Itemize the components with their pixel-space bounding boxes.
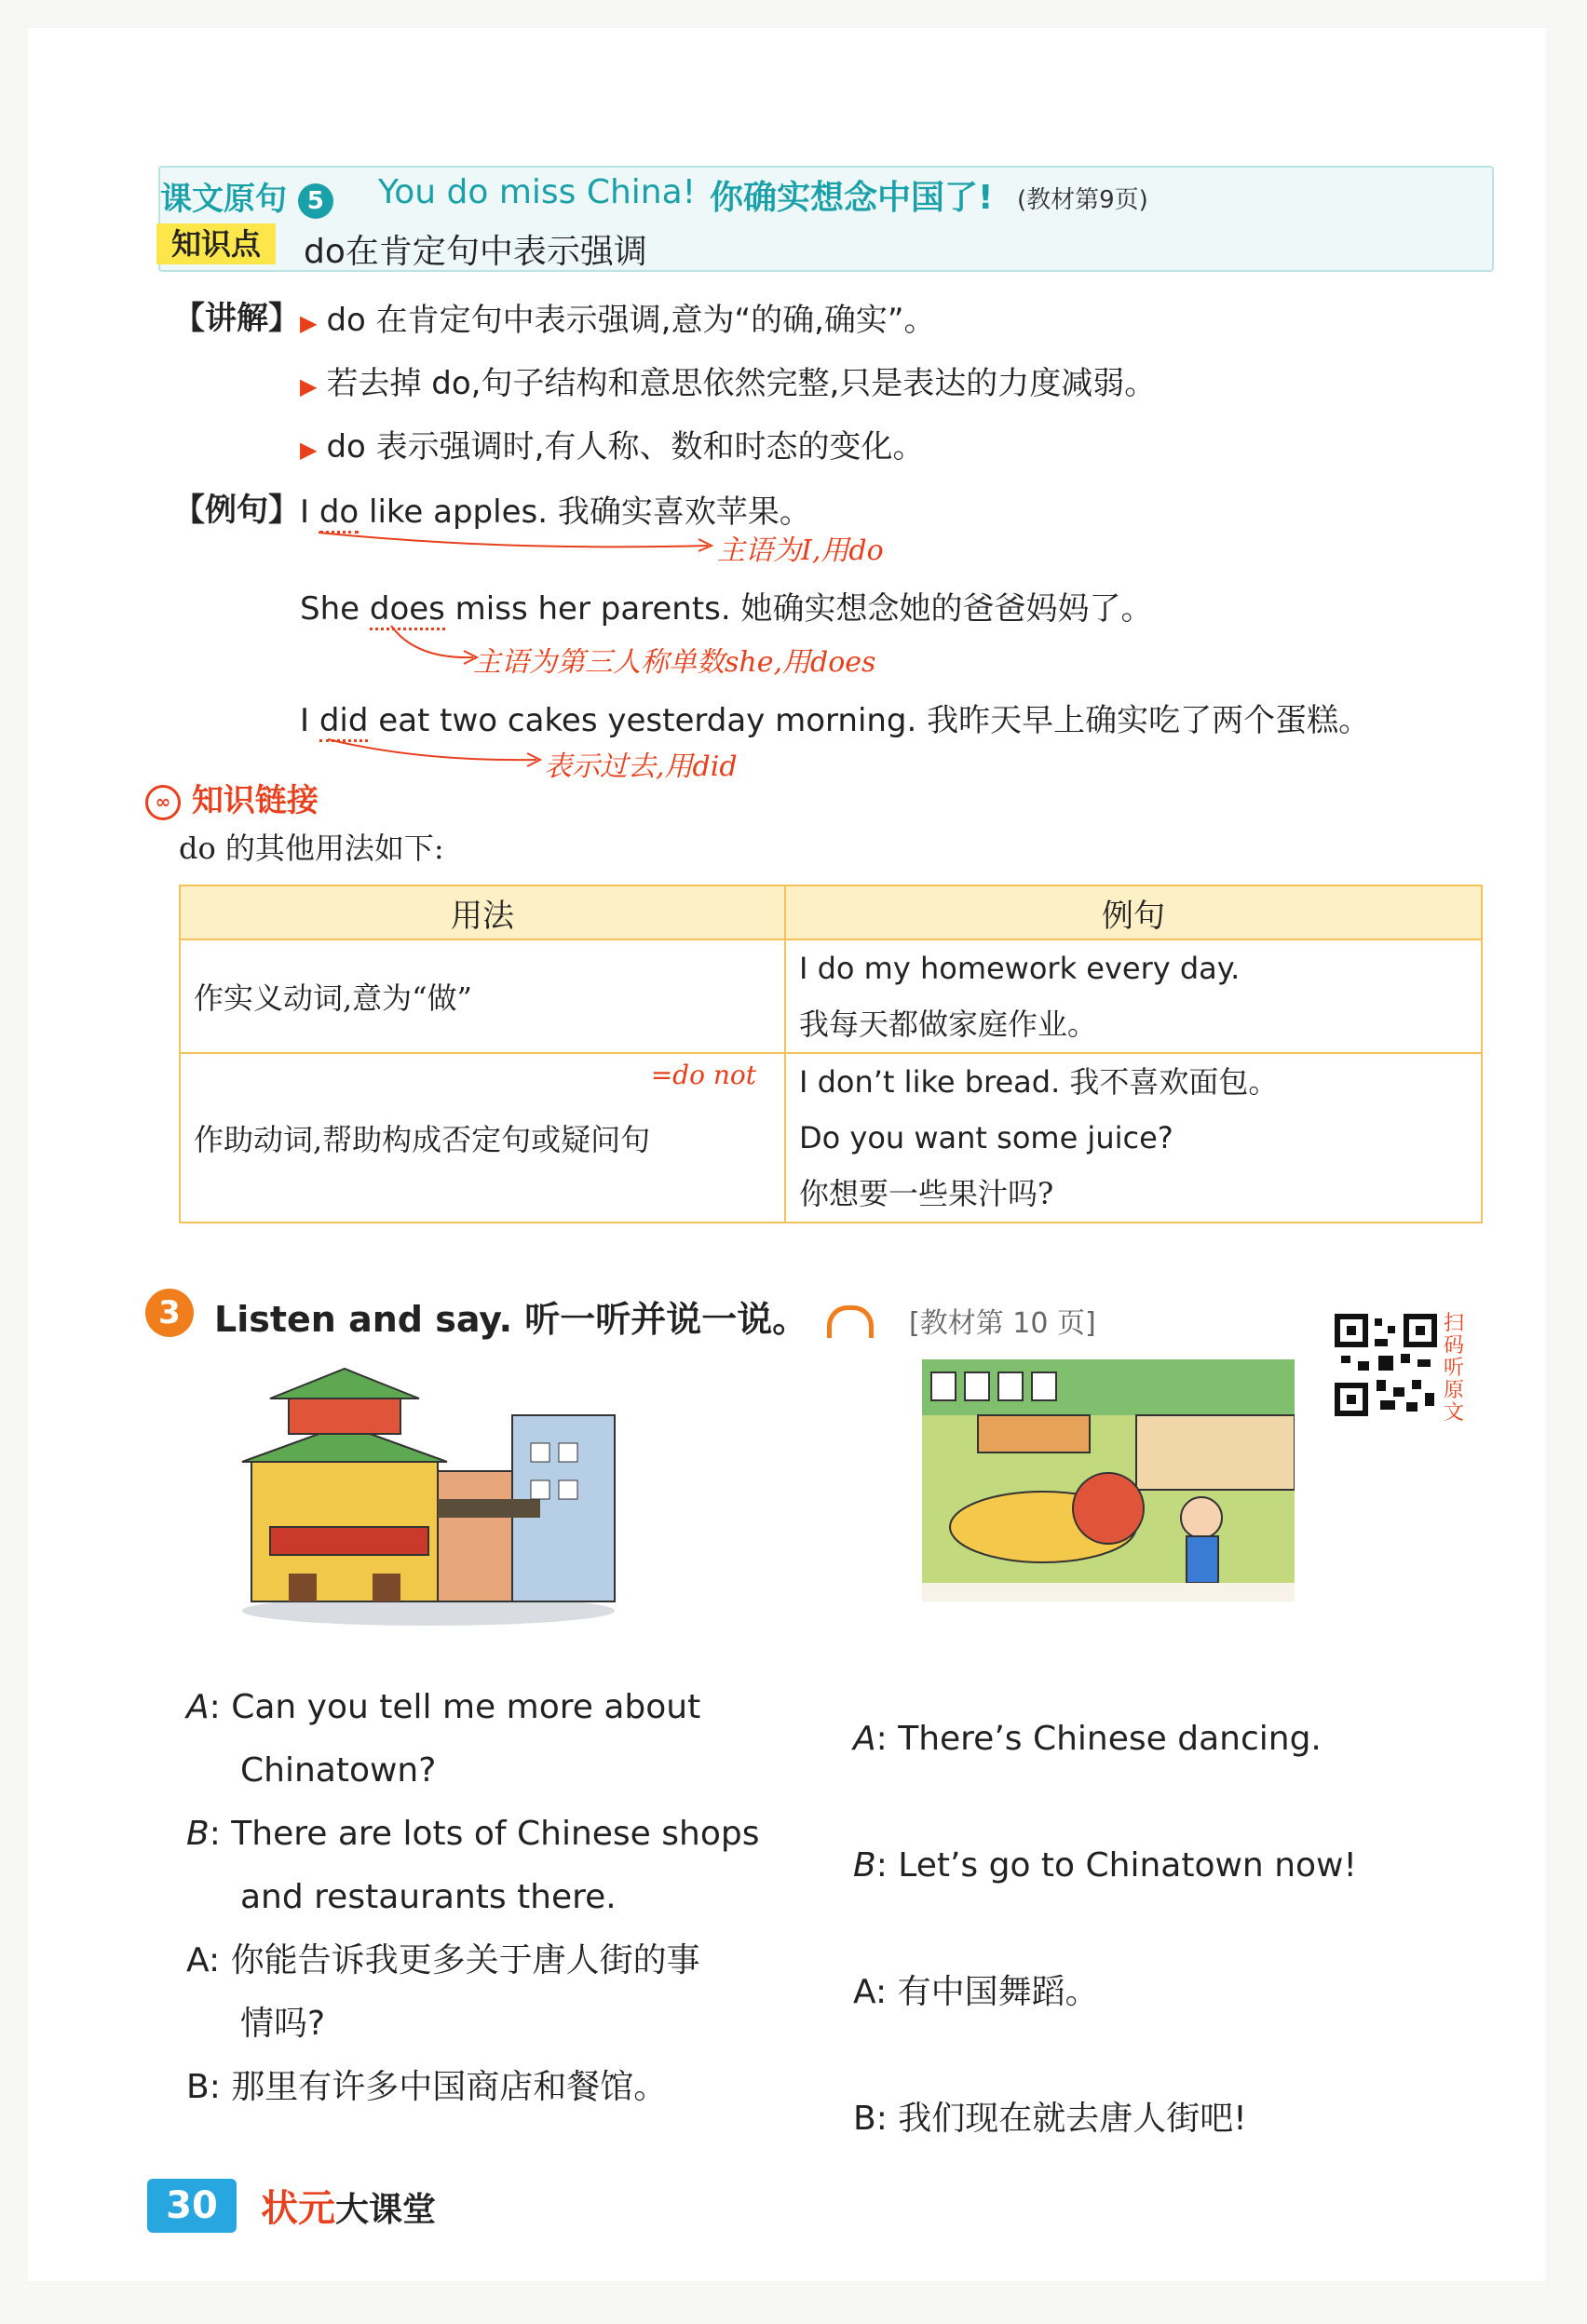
example-text: eat two cakes yesterday morning. 我昨天早上确实吃了两个蛋糕。 xyxy=(368,702,1371,739)
dialog-text: 那里有许多中国商店和餐馆。 xyxy=(231,2068,668,2106)
section-title xyxy=(214,1290,874,1342)
knowledge-link-title xyxy=(145,775,319,820)
example-line: 你想要一些果汁吗? xyxy=(799,1176,1054,1211)
section-number-badge: 3 xyxy=(145,1289,194,1337)
dialog-line: B: Let’s go to Chinatown now! xyxy=(853,1846,1357,1885)
lesson-reference: (教材第9页) xyxy=(1017,186,1148,214)
speaker-label: B xyxy=(186,2068,210,2106)
explanation-point-text: do 在肯定句中表示强调,意为“的确,确实”。 xyxy=(326,302,936,339)
triangle-bullet-icon: ▶ xyxy=(300,437,318,463)
section-title-text: Listen and say. 听一听并说一说。 xyxy=(214,1299,808,1340)
example-verb: did xyxy=(319,702,369,742)
lesson-sentence-cn: 你确实想念中国了! xyxy=(710,179,994,217)
speaker-label: B xyxy=(186,1815,210,1853)
knowledge-link-title-text: 知识链接 xyxy=(191,782,319,819)
example-line: I don’t like bread. 我不喜欢面包。 xyxy=(799,1064,1279,1100)
example-sentence-3 xyxy=(300,695,1370,740)
table-row xyxy=(180,1053,1482,1223)
knowledge-point-tag: 知识点 xyxy=(156,223,276,264)
dialog-text: There are lots of Chinese shops xyxy=(231,1815,760,1853)
example-text: I xyxy=(300,493,319,531)
speaker-label: B xyxy=(853,2100,876,2138)
speaker-label: A xyxy=(186,1688,210,1726)
knowledge-link-subtitle: do 的其他用法如下: xyxy=(179,831,444,866)
dialog-line: A: Can you tell me more about xyxy=(186,1688,701,1726)
annotation-note-1: 主语为I,用do xyxy=(717,534,884,567)
speaker-label: A xyxy=(853,1973,875,2011)
usage-text: 作助动词,帮助构成否定句或疑问句 xyxy=(194,1122,651,1157)
explanation-point-3 xyxy=(300,421,924,466)
example-text: She xyxy=(300,590,370,628)
example-text: I xyxy=(300,702,319,739)
qr-code-icon[interactable] xyxy=(1334,1313,1438,1417)
example-line: Do you want some juice? xyxy=(799,1120,1173,1155)
dialog-text: Let’s go to Chinatown now! xyxy=(898,1846,1357,1885)
dialog-line: B: There are lots of Chinese shops xyxy=(186,1815,760,1853)
triangle-bullet-icon: ▶ xyxy=(300,373,318,399)
link-icon: ∞ xyxy=(145,785,181,820)
speaker-label: A xyxy=(186,1941,209,1979)
brand-name: 状元 xyxy=(261,2187,335,2230)
examples-label: 【例句】 xyxy=(173,492,300,529)
annotation-arrow-1 xyxy=(317,527,726,555)
dialog-line: 情吗? xyxy=(240,2005,326,2043)
dialog-text: 有中国舞蹈。 xyxy=(897,1973,1099,2011)
example-text: miss her parents. 她确实想念她的爸爸妈妈了。 xyxy=(444,590,1153,628)
knowledge-point-text: do在肯定句中表示强调 xyxy=(304,233,647,271)
dialog-text: Can you tell me more about xyxy=(231,1688,701,1726)
annotation-arrow-3 xyxy=(326,736,549,773)
speaker-label: B xyxy=(853,1846,876,1885)
qr-label: 扫码听原文 xyxy=(1444,1312,1465,1425)
annotation-arrow-2 xyxy=(387,622,481,669)
dialog-line: B: 那里有许多中国商店和餐馆。 xyxy=(186,2068,668,2106)
dialog-text: There’s Chinese dancing. xyxy=(898,1720,1322,1758)
handwritten-note: =do not xyxy=(650,1060,756,1090)
example-line: I do my homework every day. xyxy=(799,951,1241,986)
dialog-line: A: There’s Chinese dancing. xyxy=(853,1720,1322,1758)
triangle-bullet-icon: ▶ xyxy=(300,310,318,336)
explanation-label: 【讲解】 xyxy=(173,300,300,337)
example-line: 我每天都做家庭作业。 xyxy=(799,1007,1098,1042)
explanation-point-text: do 表示强调时,有人称、数和时态的变化。 xyxy=(326,428,925,466)
explanation-point-2 xyxy=(300,358,1156,403)
annotation-note-3: 表示过去,用did xyxy=(544,750,738,783)
lesson-label xyxy=(160,173,333,219)
example-verb: does xyxy=(370,590,445,630)
table-header: 例句 xyxy=(785,885,1482,939)
dialog-line: A: 有中国舞蹈。 xyxy=(853,1973,1099,2011)
dialog-line: and restaurants there. xyxy=(240,1878,617,1916)
brand-logo xyxy=(261,2179,436,2232)
annotation-note-2: 主语为第三人称单数she,用does xyxy=(473,646,876,679)
lesson-number-badge: 5 xyxy=(298,183,333,219)
dialog-line: Chinatown? xyxy=(240,1751,437,1790)
example-cell xyxy=(785,939,1482,1053)
usage-cell: 作实义动词,意为“做” xyxy=(180,939,785,1053)
chinatown-buildings-illustration xyxy=(233,1359,624,1629)
dialog-text: 你能告诉我更多关于唐人街的事 xyxy=(230,1941,700,1979)
table-header-row xyxy=(180,885,1482,939)
lesson-label-text: 课文原句 xyxy=(160,181,287,218)
usage-cell xyxy=(180,1053,785,1223)
example-verb: do xyxy=(319,493,359,534)
table-header: 用法 xyxy=(180,885,785,939)
table-row xyxy=(180,939,1482,1053)
example-sentence-1 xyxy=(300,486,811,532)
speaker-label: A xyxy=(853,1720,876,1758)
headphones-icon[interactable] xyxy=(827,1305,874,1338)
example-cell xyxy=(785,1053,1482,1223)
section-reference: [教材第 10 页] xyxy=(909,1307,1096,1340)
dialog-right xyxy=(853,1676,1468,2182)
dialog-left xyxy=(186,1676,801,2119)
lesson-sentence-en: You do miss China! xyxy=(378,173,697,211)
example-text: like apples. 我确实喜欢苹果。 xyxy=(359,493,811,531)
brand-suffix: 大课堂 xyxy=(335,2191,437,2229)
dialog-line: A: 你能告诉我更多关于唐人街的事 xyxy=(186,1941,700,1979)
dialog-text: 我们现在就去唐人街吧! xyxy=(898,2100,1247,2138)
explanation-point-1 xyxy=(300,294,936,340)
usage-table xyxy=(179,885,1483,1223)
page-number: 30 xyxy=(147,2179,237,2233)
dialog-line: B: 我们现在就去唐人街吧! xyxy=(853,2100,1247,2138)
lion-dance-illustration xyxy=(922,1359,1295,1620)
explanation-point-text: 若去掉 do,句子结构和意思依然完整,只是表达的力度减弱。 xyxy=(326,365,1157,402)
